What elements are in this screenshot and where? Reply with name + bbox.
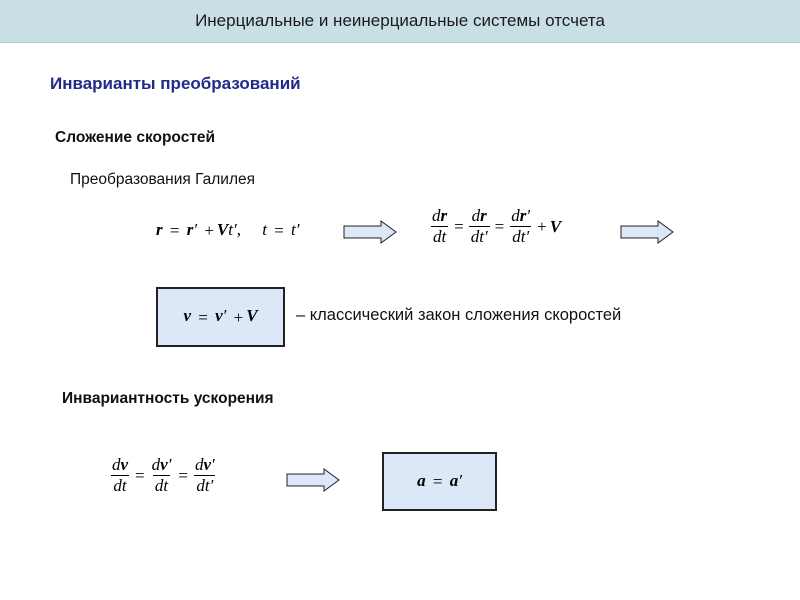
section-subtitle: Инварианты преобразований bbox=[50, 74, 301, 93]
velocity-law-formula: v = v′ + V bbox=[183, 306, 258, 327]
slide-header bbox=[0, 0, 800, 43]
galileo-label: Преобразования Галилея bbox=[70, 171, 256, 188]
acceleration-law-box bbox=[382, 452, 497, 511]
classical-law-description: – классический закон сложения скоростей bbox=[296, 306, 622, 324]
acceleration-law-formula: a = a′ bbox=[417, 470, 462, 492]
arrow-right-icon bbox=[286, 468, 341, 492]
galileo-transformation-formula: r = r′ + Vt′, t = t′ bbox=[156, 220, 300, 241]
acceleration-invariance-heading: Инвариантность ускорения bbox=[62, 390, 274, 407]
velocity-addition-heading: Сложение скоростей bbox=[55, 129, 216, 146]
acceleration-derivative-formula: $\frac{dv}{dt}$ = $\frac{dv'}{dt}$ = $\frac{dv'}{dt'}$ bbox=[112, 455, 215, 495]
arrow-right-icon bbox=[620, 220, 675, 244]
slide-title: Инерциальные и неинерциальные системы отсчета bbox=[195, 11, 605, 30]
velocity-law-box bbox=[156, 287, 285, 347]
velocity-derivative-formula: $\frac{dr}{dt}$ = $\frac{dr}{dt'}$ = $\frac{dr'}{dt'}$ + V bbox=[432, 206, 562, 246]
arrow-right-icon bbox=[343, 220, 398, 244]
